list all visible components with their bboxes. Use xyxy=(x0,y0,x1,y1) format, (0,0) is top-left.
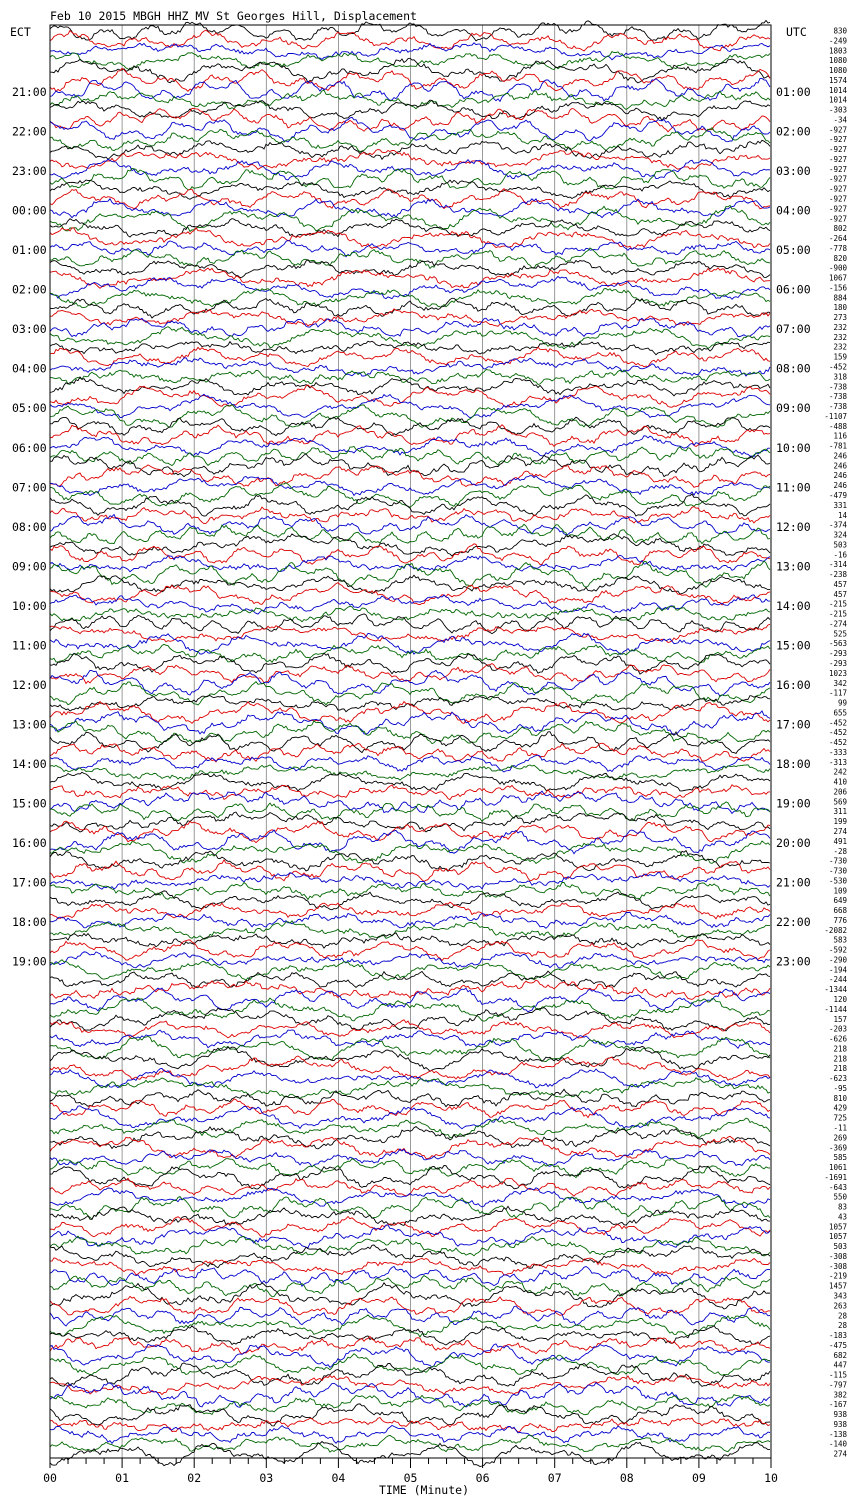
x-axis-ticks xyxy=(43,1458,778,1485)
right-hour-label: 18:00 xyxy=(776,757,811,771)
trace-value-label: 246 xyxy=(833,481,847,491)
trace-line xyxy=(50,465,770,487)
trace-value-label: 120 xyxy=(833,995,847,1004)
trace-value-label: 810 xyxy=(833,1093,847,1103)
trace-value-label: -927 xyxy=(828,135,847,145)
trace-value-label: 274 xyxy=(833,827,847,836)
trace-value-label: 1080 xyxy=(828,66,847,75)
left-hour-label: 07:00 xyxy=(12,480,47,495)
trace-line xyxy=(50,309,770,326)
trace-line xyxy=(50,1078,770,1099)
trace-value-label: -452 xyxy=(828,362,847,372)
trace-value-label: -2082 xyxy=(824,925,847,935)
left-hour-label: 05:00 xyxy=(12,401,47,416)
trace-value-label: 682 xyxy=(833,1350,847,1360)
trace-value-label: 273 xyxy=(833,313,847,323)
trace-line xyxy=(50,507,770,524)
left-hour-label: 03:00 xyxy=(12,322,47,337)
trace-value-label: 503 xyxy=(833,540,847,550)
trace-value-label: -244 xyxy=(828,975,847,985)
trace-line xyxy=(50,168,770,189)
trace-value-label: 342 xyxy=(833,678,847,688)
trace-line xyxy=(50,1245,770,1268)
trace-line xyxy=(50,555,770,572)
trace-value-label: 1080 xyxy=(828,56,847,66)
right-hour-labels xyxy=(776,85,811,969)
right-hour-label: 19:00 xyxy=(776,796,811,811)
trace-value-label: 457 xyxy=(833,589,847,599)
trace-value-label: 242 xyxy=(833,767,847,777)
trace-value-label: -140 xyxy=(828,1439,847,1449)
trace-value-label: -778 xyxy=(828,243,847,253)
trace-value-label: -167 xyxy=(828,1400,847,1410)
trace-value-label: -488 xyxy=(828,421,847,431)
trace-line xyxy=(50,417,770,436)
trace-line xyxy=(50,100,770,121)
trace-value-label: -238 xyxy=(828,570,847,580)
trace-value-label: -264 xyxy=(828,234,847,243)
trace-line xyxy=(50,241,770,257)
trace-value-label: 1457 xyxy=(828,1281,847,1291)
trace-value-label: -643 xyxy=(828,1182,847,1192)
x-tick-label: 09 xyxy=(691,1471,706,1485)
left-hour-label: 09:00 xyxy=(12,559,47,574)
trace-value-label: 43 xyxy=(837,1212,847,1222)
left-hour-label: 17:00 xyxy=(12,875,47,890)
trace-line xyxy=(50,298,770,318)
trace-line xyxy=(50,921,770,939)
right-hour-label: 23:00 xyxy=(776,954,811,969)
trace-value-label: -290 xyxy=(828,955,847,965)
trace-line xyxy=(50,1206,770,1225)
left-hour-label: 16:00 xyxy=(12,836,47,851)
trace-line xyxy=(50,385,770,407)
trace-value-label: 1061 xyxy=(828,1163,847,1172)
x-tick-label: 01 xyxy=(115,1471,130,1485)
trace-value-label: 1067 xyxy=(828,273,847,283)
right-hour-label: 06:00 xyxy=(776,282,811,297)
left-hour-label: 01:00 xyxy=(12,243,47,258)
trace-value-label: 550 xyxy=(833,1192,847,1202)
trace-line xyxy=(50,755,770,772)
trace-value-label: 1057 xyxy=(828,1232,847,1242)
trace-line xyxy=(50,1354,770,1376)
trace-value-label: 802 xyxy=(833,224,847,234)
trace-line xyxy=(50,534,770,556)
trace-line xyxy=(50,1020,770,1038)
trace-value-label: 318 xyxy=(833,372,847,382)
trace-line xyxy=(50,377,770,396)
trace-value-label: 28 xyxy=(837,1311,847,1321)
trace-value-label: -927 xyxy=(828,184,847,194)
trace-value-label: 938 xyxy=(833,1410,847,1420)
trace-value-label: 655 xyxy=(833,708,847,718)
trace-value-label: -1691 xyxy=(824,1172,847,1182)
left-timezone-label: ECT xyxy=(10,25,31,39)
trace-value-label: 649 xyxy=(833,896,847,906)
trace-value-label: 503 xyxy=(833,1242,847,1252)
trace-value-label: -308 xyxy=(828,1252,847,1261)
trace-value-label: 457 xyxy=(833,579,847,589)
trace-value-label: -203 xyxy=(828,1024,847,1034)
trace-line xyxy=(50,1236,770,1256)
trace-value-label: 830 xyxy=(833,26,847,36)
trace-value-label: 232 xyxy=(833,332,847,342)
trace-value-label: -530 xyxy=(828,876,847,886)
trace-value-label: -28 xyxy=(833,846,847,856)
trace-line xyxy=(50,43,770,60)
trace-value-label: -738 xyxy=(828,402,847,411)
trace-line xyxy=(50,812,770,832)
trace-line xyxy=(50,653,770,674)
trace-line xyxy=(50,1418,770,1433)
trace-value-label: -475 xyxy=(828,1340,847,1350)
trace-value-label: -16 xyxy=(833,550,847,560)
trace-value-label: -927 xyxy=(828,164,847,174)
trace-line xyxy=(50,802,770,822)
trace-value-label: 180 xyxy=(833,303,847,313)
trace-value-label: -738 xyxy=(828,382,847,392)
trace-line xyxy=(50,436,770,457)
trace-line xyxy=(50,940,770,961)
trace-value-label: 820 xyxy=(833,253,847,263)
trace-value-label: -927 xyxy=(828,214,847,224)
trace-value-label: -313 xyxy=(828,757,847,767)
right-hour-label: 11:00 xyxy=(776,480,811,495)
trace-line xyxy=(50,476,770,496)
trace-value-label: 232 xyxy=(833,323,847,332)
chart-title: Feb 10 2015 MBGH HHZ MV St Georges Hill, Displacement xyxy=(50,9,417,23)
trace-value-label: -730 xyxy=(828,866,847,876)
right-hour-label: 20:00 xyxy=(776,836,811,851)
trace-line xyxy=(50,52,770,70)
right-timezone-label: UTC xyxy=(786,25,807,39)
x-tick-label: 07 xyxy=(547,1471,562,1485)
trace-line xyxy=(50,851,770,872)
trace-value-label: 1803 xyxy=(828,46,847,56)
x-tick-label: 00 xyxy=(43,1471,57,1485)
trace-value-label: -369 xyxy=(828,1143,847,1153)
trace-value-label: -274 xyxy=(828,619,847,629)
left-hour-label: 21:00 xyxy=(12,85,47,99)
trace-line xyxy=(50,1283,770,1309)
trace-line xyxy=(50,150,770,170)
left-hour-label: 23:00 xyxy=(12,164,47,179)
trace-value-label: 668 xyxy=(833,906,847,916)
x-axis-label: TIME (Minute) xyxy=(378,1483,470,1497)
trace-value-label: -374 xyxy=(828,520,847,530)
trace-line xyxy=(50,68,770,91)
trace-value-label: -215 xyxy=(828,609,847,619)
left-hour-label: 18:00 xyxy=(12,915,47,930)
trace-line xyxy=(50,405,770,428)
trace-value-label: 776 xyxy=(833,915,847,925)
trace-value-label: -900 xyxy=(828,263,847,273)
trace-line xyxy=(50,447,770,466)
trace-value-label: 585 xyxy=(833,1153,847,1163)
trace-value-label: 410 xyxy=(833,777,847,787)
trace-value-label: 525 xyxy=(833,629,847,639)
trace-value-label: 109 xyxy=(833,886,847,896)
left-hour-label: 22:00 xyxy=(12,124,47,139)
trace-line xyxy=(50,682,770,705)
right-hour-label: 02:00 xyxy=(776,124,811,139)
trace-value-label: 246 xyxy=(833,451,847,461)
trace-value-label: 938 xyxy=(833,1420,847,1429)
trace-value-label: -626 xyxy=(828,1034,847,1044)
trace-line xyxy=(50,791,770,813)
trace-line xyxy=(50,644,770,663)
left-hour-labels xyxy=(12,85,47,969)
trace-value-label: -183 xyxy=(828,1331,847,1340)
right-hour-label: 10:00 xyxy=(776,440,811,455)
trace-line xyxy=(50,1395,770,1415)
trace-line xyxy=(50,1326,770,1345)
trace-line xyxy=(50,980,770,999)
right-hour-label: 22:00 xyxy=(776,915,811,930)
trace-value-label: -730 xyxy=(828,856,847,866)
trace-line xyxy=(50,1383,770,1408)
trace-line xyxy=(50,1089,770,1106)
right-hour-label: 05:00 xyxy=(776,243,811,258)
trace-line xyxy=(50,1306,770,1326)
left-hour-label: 04:00 xyxy=(12,361,47,376)
trace-value-label: -479 xyxy=(828,491,847,500)
trace-line xyxy=(50,117,770,142)
left-hour-label: 11:00 xyxy=(12,638,47,653)
trace-value-labels xyxy=(824,27,847,1459)
trace-value-label: -156 xyxy=(828,283,847,293)
trace-value-label: -797 xyxy=(828,1380,847,1390)
trace-value-label: 429 xyxy=(833,1103,847,1113)
trace-line xyxy=(50,1008,770,1031)
left-hour-label: 15:00 xyxy=(12,796,47,811)
trace-value-label: -11 xyxy=(833,1123,847,1133)
right-hour-label: 01:00 xyxy=(776,85,811,99)
trace-value-label: -194 xyxy=(828,965,847,975)
trace-line xyxy=(50,561,770,587)
trace-value-label: 382 xyxy=(833,1390,847,1400)
right-hour-label: 14:00 xyxy=(776,598,811,613)
left-hour-label: 00:00 xyxy=(12,203,47,218)
left-hour-label: 02:00 xyxy=(12,282,47,297)
x-tick-label: 03 xyxy=(259,1471,274,1485)
trace-value-label: 263 xyxy=(833,1301,847,1311)
trace-value-label: 1574 xyxy=(828,75,847,85)
trace-line xyxy=(50,1296,770,1315)
trace-line xyxy=(50,1425,770,1443)
trace-line xyxy=(50,765,770,781)
right-hour-label: 21:00 xyxy=(776,875,811,890)
x-tick-label: 02 xyxy=(187,1471,202,1485)
trace-line xyxy=(50,821,770,843)
trace-value-label: 331 xyxy=(833,500,847,510)
trace-line xyxy=(50,1056,770,1080)
trace-value-label: -927 xyxy=(828,145,847,155)
trace-value-label: 311 xyxy=(833,807,847,817)
trace-line xyxy=(50,189,770,209)
trace-value-label: 491 xyxy=(833,836,847,846)
trace-value-label: 884 xyxy=(833,293,847,303)
trace-value-label: -215 xyxy=(828,599,847,609)
trace-value-label: -95 xyxy=(833,1084,847,1093)
trace-line xyxy=(50,1037,770,1062)
trace-line xyxy=(50,633,770,654)
trace-value-label: 569 xyxy=(833,797,847,807)
trace-value-label: -452 xyxy=(828,728,847,738)
trace-line xyxy=(50,180,770,199)
trace-line xyxy=(50,128,770,152)
trace-value-label: -452 xyxy=(828,738,847,748)
trace-value-label: 274 xyxy=(833,1449,847,1459)
trace-value-label: -927 xyxy=(828,125,847,135)
trace-line xyxy=(50,1435,770,1452)
trace-value-label: 83 xyxy=(837,1202,847,1212)
trace-value-label: -781 xyxy=(828,441,847,451)
trace-value-label: -249 xyxy=(828,36,847,46)
trace-line xyxy=(50,575,770,594)
trace-value-label: -138 xyxy=(828,1429,847,1439)
trace-value-label: 246 xyxy=(833,471,847,481)
trace-value-label: 246 xyxy=(833,461,847,471)
left-hour-label: 12:00 xyxy=(12,678,47,692)
right-hour-label: 04:00 xyxy=(776,203,811,218)
trace-value-label: -219 xyxy=(828,1271,847,1281)
trace-line xyxy=(50,883,770,900)
trace-value-label: 199 xyxy=(833,817,847,827)
trace-line xyxy=(50,1166,770,1189)
trace-value-label: -115 xyxy=(828,1370,847,1380)
trace-value-label: -1344 xyxy=(824,985,847,995)
right-hour-label: 17:00 xyxy=(776,717,811,732)
trace-value-label: 1023 xyxy=(828,668,847,678)
trace-value-label: -927 xyxy=(828,155,847,164)
trace-value-label: -293 xyxy=(828,649,847,659)
trace-value-label: 116 xyxy=(833,431,847,441)
trace-value-label: -927 xyxy=(828,204,847,214)
left-hour-label: 08:00 xyxy=(12,519,47,534)
trace-line xyxy=(50,347,770,367)
right-hour-label: 08:00 xyxy=(776,361,811,376)
trace-line xyxy=(50,1258,770,1275)
x-tick-label: 04 xyxy=(331,1471,346,1485)
x-tick-label: 08 xyxy=(619,1471,634,1485)
left-hour-label: 10:00 xyxy=(12,598,47,613)
trace-line xyxy=(50,732,770,754)
trace-value-label: 324 xyxy=(833,530,847,540)
right-hour-label: 03:00 xyxy=(776,164,811,179)
trace-value-label: 218 xyxy=(833,1054,847,1064)
trace-value-label: -293 xyxy=(828,659,847,668)
x-tick-label: 06 xyxy=(475,1471,490,1485)
trace-value-label: 232 xyxy=(833,342,847,352)
trace-value-label: -452 xyxy=(828,718,847,728)
trace-line xyxy=(50,1127,770,1149)
trace-value-label: 218 xyxy=(833,1044,847,1054)
right-hour-label: 16:00 xyxy=(776,678,811,692)
trace-line xyxy=(50,30,770,51)
trace-value-label: 206 xyxy=(833,787,847,797)
trace-value-label: 1014 xyxy=(828,85,847,95)
trace-line xyxy=(50,1158,770,1177)
right-hour-label: 12:00 xyxy=(776,519,811,534)
trace-value-label: 157 xyxy=(833,1014,847,1024)
trace-line xyxy=(50,670,770,696)
trace-value-label: 269 xyxy=(833,1133,847,1143)
left-hour-label: 06:00 xyxy=(12,440,47,455)
trace-line xyxy=(50,1344,770,1368)
trace-value-label: -927 xyxy=(828,174,847,184)
trace-line xyxy=(50,721,770,744)
trace-value-label: -34 xyxy=(833,115,847,125)
trace-value-label: 343 xyxy=(833,1291,847,1301)
trace-value-label: -927 xyxy=(828,194,847,204)
trace-line xyxy=(50,483,770,508)
trace-value-label: 583 xyxy=(833,935,847,945)
trace-value-label: 14 xyxy=(837,510,847,520)
trace-line xyxy=(50,394,770,418)
seismic-traces xyxy=(50,21,770,1467)
trace-value-label: -308 xyxy=(828,1261,847,1271)
x-tick-label: 10 xyxy=(764,1471,778,1485)
left-hour-label: 13:00 xyxy=(12,717,47,732)
trace-value-label: 1014 xyxy=(828,95,847,105)
trace-value-label: -333 xyxy=(828,747,847,757)
trace-line xyxy=(50,1106,770,1129)
trace-value-label: 725 xyxy=(833,1113,847,1123)
left-hour-label: 19:00 xyxy=(12,954,47,969)
trace-value-label: 99 xyxy=(837,698,847,708)
trace-line xyxy=(50,1225,770,1248)
trace-value-label: -1107 xyxy=(824,411,847,421)
trace-value-label: 218 xyxy=(833,1064,847,1074)
trace-value-label: 28 xyxy=(837,1321,847,1331)
trace-line xyxy=(50,90,770,109)
right-hour-label: 09:00 xyxy=(776,401,811,416)
trace-line xyxy=(50,933,770,948)
trace-line xyxy=(50,952,770,968)
trace-value-label: 447 xyxy=(833,1360,847,1370)
trace-line xyxy=(50,1363,770,1387)
right-hour-label: 15:00 xyxy=(776,638,811,653)
trace-value-label: 1057 xyxy=(828,1222,847,1232)
right-hour-label: 07:00 xyxy=(776,322,811,337)
trace-value-label: -117 xyxy=(828,688,847,698)
right-hour-label: 13:00 xyxy=(776,559,811,574)
trace-line xyxy=(50,1068,770,1087)
trace-line xyxy=(50,1217,770,1238)
left-hour-label: 14:00 xyxy=(12,757,47,771)
trace-value-label: -1144 xyxy=(824,1004,847,1014)
trace-value-label: -314 xyxy=(828,560,847,570)
trace-value-label: 159 xyxy=(833,352,847,362)
trace-line xyxy=(50,841,770,863)
trace-value-label: -623 xyxy=(828,1074,847,1084)
trace-line xyxy=(50,891,770,910)
trace-line xyxy=(50,1149,770,1167)
x-tick-label: 05 xyxy=(403,1471,418,1485)
trace-line xyxy=(50,260,770,278)
trace-value-label: -303 xyxy=(828,105,847,115)
trace-value-label: -738 xyxy=(828,392,847,402)
trace-line xyxy=(50,664,770,684)
trace-value-label: -592 xyxy=(828,945,847,955)
trace-value-label: -563 xyxy=(828,639,847,649)
